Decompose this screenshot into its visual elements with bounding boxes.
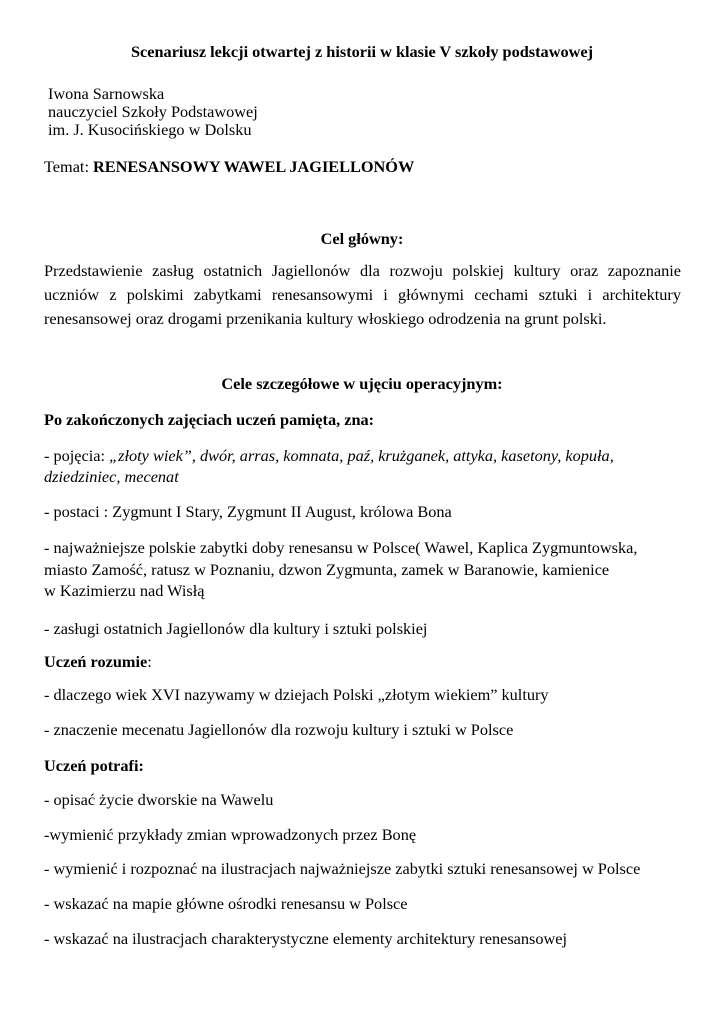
monuments-line-1: - najważniejsze polskie zabytki doby renesansu w Polsce( Wawel, Kaplica Zygmuntowska,	[44, 538, 638, 557]
topic-label: Temat:	[44, 157, 94, 176]
can-item-2: -wymienić przykłady zmian wprowadzonych przez Bonę	[44, 825, 417, 844]
main-goal-line-1: Przedstawienie zasług ostatnich Jagiellonów dla rozwoju polskiej kultury oraz zapoznanie	[44, 261, 681, 280]
figures-item: - postaci : Zygmunt I Stary, Zygmunt II August, królowa Bona	[44, 502, 452, 521]
can-item-1: - opisać życie dworskie na Wawelu	[44, 790, 274, 809]
can-item-3: - wymienić i rozpoznać na ilustracjach najważniejsze zabytki sztuki renesansowej w Polsce	[44, 859, 641, 878]
understands-item-1: - dlaczego wiek XVI nazywamy w dziejach Polski „złotym wiekiem” kultury	[44, 685, 549, 704]
author-name: Iwona Sarnowska	[48, 84, 165, 103]
merits-item: - zasługi ostatnich Jagiellonów dla kultury i sztuki polskiej	[44, 619, 428, 638]
concepts-prefix: - pojęcia:	[44, 446, 110, 465]
monuments-line-3: w Kazimierzu nad Wisłą	[44, 581, 205, 600]
document-title: Scenariusz lekcji otwartej z historii w klasie V szkoły podstawowej	[130, 42, 594, 61]
concepts-line-1	[44, 446, 614, 466]
main-goal-heading: Cel główny:	[320, 229, 404, 248]
understands-item-2: - znaczenie mecenatu Jagiellonów dla rozwoju kultury i sztuki w Polsce	[44, 720, 514, 739]
understands-colon: :	[147, 652, 152, 671]
topic-value: RENESANSOWY WAWEL JAGIELLONÓW	[93, 157, 415, 176]
can-heading: Uczeń potrafi:	[44, 756, 144, 775]
knows-heading: Po zakończonych zajęciach uczeń pamięta, zna:	[44, 410, 375, 429]
concepts-terms: „złoty wiek”, dwór, arras, komnata, paź, krużganek, attyka, kasetony, kopuła,	[109, 446, 614, 465]
understands-heading: Uczeń rozumie	[44, 652, 148, 671]
main-goal-line-3: renesansowej oraz drogami przenikania kultury włoskiego odrodzenia na grunt polski.	[44, 309, 607, 328]
monuments-line-2: miasto Zamość, ratusz w Poznaniu, dzwon Zygmunta, zamek w Baranowie, kamienice	[44, 560, 610, 579]
topic-line	[44, 157, 414, 177]
author-school: im. J. Kusocińskiego w Dolsku	[48, 120, 252, 139]
concepts-line-2: dziedziniec, mecenat	[44, 467, 179, 486]
can-item-4: - wskazać na mapie główne ośrodki renesansu w Polsce	[44, 894, 408, 913]
can-item-5: - wskazać na ilustracjach charakterystyczne elementy architektury renesansowej	[44, 929, 568, 948]
author-position: nauczyciel Szkoły Podstawowej	[48, 102, 258, 121]
specific-goals-heading: Cele szczegółowe w ujęciu operacyjnym:	[221, 374, 503, 393]
understands-heading-line	[44, 652, 152, 672]
main-goal-line-2: uczniów z polskimi zabytkami renesansowymi i głównymi cechami sztuki i architektury	[44, 285, 681, 304]
